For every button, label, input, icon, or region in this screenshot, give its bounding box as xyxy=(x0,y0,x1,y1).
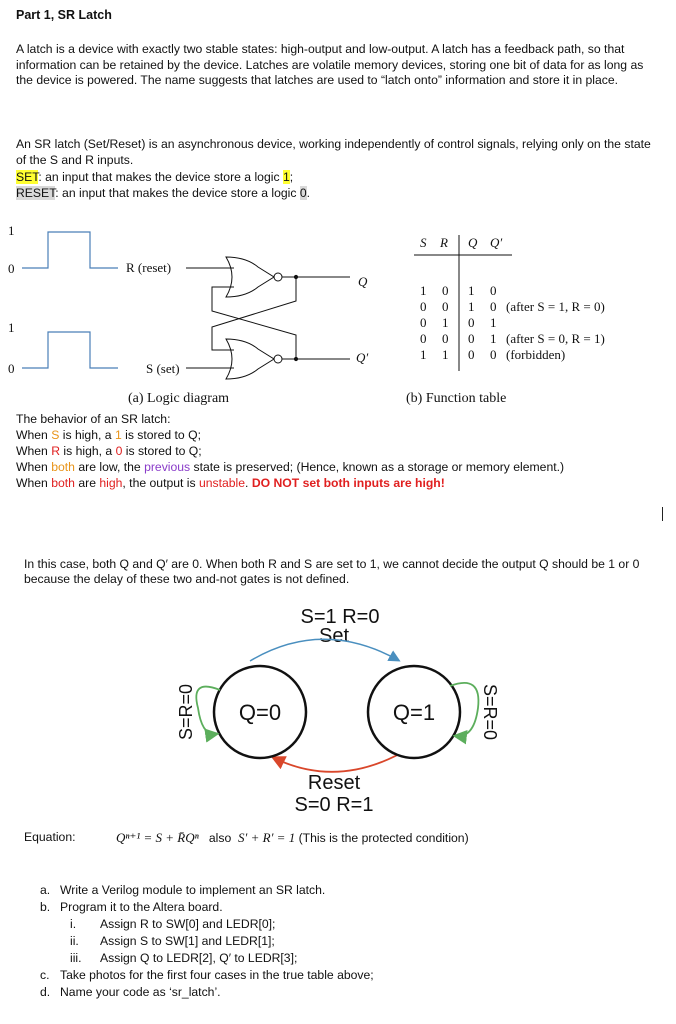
next-state-formula: Qⁿ⁺¹ = S + R̄Qⁿ xyxy=(116,830,199,845)
behavior-line-r: When R is high, a 0 is stored to Q; xyxy=(16,444,202,458)
svg-text:R: R xyxy=(440,235,448,250)
svg-text:S: S xyxy=(420,235,427,250)
s-input-label: S (set) xyxy=(146,361,180,376)
equation-label: Equation: xyxy=(24,830,76,844)
s-waveform-high: 1 xyxy=(8,320,15,335)
r-waveform-high: 1 xyxy=(8,223,15,238)
list-item: i. Assign R to SW[0] and LEDR[0]; xyxy=(70,917,276,931)
svg-text:(after S = 0, R = 1): (after S = 0, R = 1) xyxy=(506,331,605,346)
list-item: c. Take photos for the first four cases in the true table above; xyxy=(40,968,374,982)
svg-text:Q′: Q′ xyxy=(490,235,503,250)
set-condition-label: S=1 R=0 xyxy=(300,606,380,628)
caption-logic-diagram: (a) Logic diagram xyxy=(128,391,230,406)
svg-text:1: 1 xyxy=(442,315,449,330)
svg-text:0: 0 xyxy=(490,299,497,314)
forbidden-note: In this case, both Q and Q′ are 0. When both R and S are set to 1, we cannot decide the output Q should be 1 or 0 because the delay of these two and-not gates is not defined. xyxy=(24,557,640,586)
reset-transition-label: Reset xyxy=(307,772,361,794)
svg-text:1: 1 xyxy=(420,283,427,298)
list-item: ii. Assign S to SW[1] and LEDR[1]; xyxy=(70,934,275,948)
svg-text:1: 1 xyxy=(442,347,449,362)
nor-gate-top xyxy=(226,257,274,297)
reset-label: RESET xyxy=(16,186,56,200)
function-table xyxy=(414,235,605,371)
list-item: d. Name your code as ‘sr_latch’. xyxy=(40,985,221,999)
reset-condition-label: S=0 R=1 xyxy=(294,794,374,816)
task-list xyxy=(40,882,374,1001)
svg-text:(after S = 1, R = 0): (after S = 1, R = 0) xyxy=(506,299,605,314)
state-q1-label: Q=1 xyxy=(392,700,436,725)
warning-text: DO NOT set both inputs are high! xyxy=(251,476,445,490)
svg-text:1: 1 xyxy=(420,347,427,362)
svg-text:0: 0 xyxy=(468,331,475,346)
s-waveform-low: 0 xyxy=(8,361,15,376)
r-input-label: R (reset) xyxy=(126,260,172,275)
behavior-line-low: When both are low, the previous state is preserved; (Hence, known as a storage or memory element.) xyxy=(16,460,565,474)
protected-formula: S′ + R′ = 1 xyxy=(238,830,296,845)
q-output-label: Q xyxy=(358,274,368,289)
set-label: SET xyxy=(16,170,39,184)
set-definition: SET: an input that makes the device store a logic 1; xyxy=(16,170,294,184)
set-transition-label: Set xyxy=(318,625,350,647)
r-waveform-low: 0 xyxy=(8,261,15,276)
svg-text:0: 0 xyxy=(490,283,497,298)
text-cursor xyxy=(662,507,663,521)
svg-text:Q: Q xyxy=(468,235,478,250)
hold-label-left: S=R=0 xyxy=(176,683,196,741)
behavior-heading: The behavior of an SR latch: xyxy=(16,412,171,426)
svg-text:1: 1 xyxy=(468,283,475,298)
s-waveform xyxy=(22,332,118,368)
sr-intro-paragraph: An SR latch (Set/Reset) is an asynchronous device, working independently of control signals, relying only on the state of the S and R inputs. xyxy=(16,137,651,167)
caption-function-table: (b) Function table xyxy=(406,391,507,406)
svg-text:0: 0 xyxy=(420,315,427,330)
reset-definition: RESET: an input that makes the device store a logic 0. xyxy=(16,186,311,200)
page-title: Part 1, SR Latch xyxy=(16,8,112,22)
svg-text:0: 0 xyxy=(468,315,475,330)
intro-paragraph: A latch is a device with exactly two stable states: high-output and low-output. A latch has a feedback path, so that information can be retained by the device. Latches are volatile memory devices, storing one bit of data for as long as the device is powered. The name suggests that latches are used to “latch onto” information and store it in place. xyxy=(16,42,644,87)
hold-label-right: S=R=0 xyxy=(480,683,500,741)
svg-text:1: 1 xyxy=(468,299,475,314)
state-transition-diagram xyxy=(150,598,530,820)
sr-latch-logic-diagram xyxy=(0,215,676,410)
svg-text:0: 0 xyxy=(468,347,475,362)
list-item: b. Program it to the Altera board. xyxy=(40,900,223,914)
list-item: a. Write a Verilog module to implement an SR latch. xyxy=(40,883,326,897)
svg-text:0: 0 xyxy=(442,331,449,346)
svg-text:0: 0 xyxy=(490,347,497,362)
svg-text:0: 0 xyxy=(442,283,449,298)
svg-text:0: 0 xyxy=(442,299,449,314)
svg-text:(forbidden): (forbidden) xyxy=(506,347,566,362)
state-q0-label: Q=0 xyxy=(238,700,282,725)
list-item: iii. Assign Q to LEDR[2], Q′ to LEDR[3]; xyxy=(70,951,298,965)
qbar-output-label: Q′ xyxy=(356,350,369,365)
svg-text:0: 0 xyxy=(420,299,427,314)
nor-gate-bottom xyxy=(226,339,274,379)
r-waveform xyxy=(22,232,118,268)
behavior-line-s: When S is high, a 1 is stored to Q; xyxy=(16,428,201,442)
behavior-line-high: When both are high, the output is unstable. DO NOT set both inputs are high! xyxy=(16,476,445,490)
svg-text:1: 1 xyxy=(490,331,497,346)
svg-text:0: 0 xyxy=(420,331,427,346)
svg-text:1: 1 xyxy=(490,315,497,330)
